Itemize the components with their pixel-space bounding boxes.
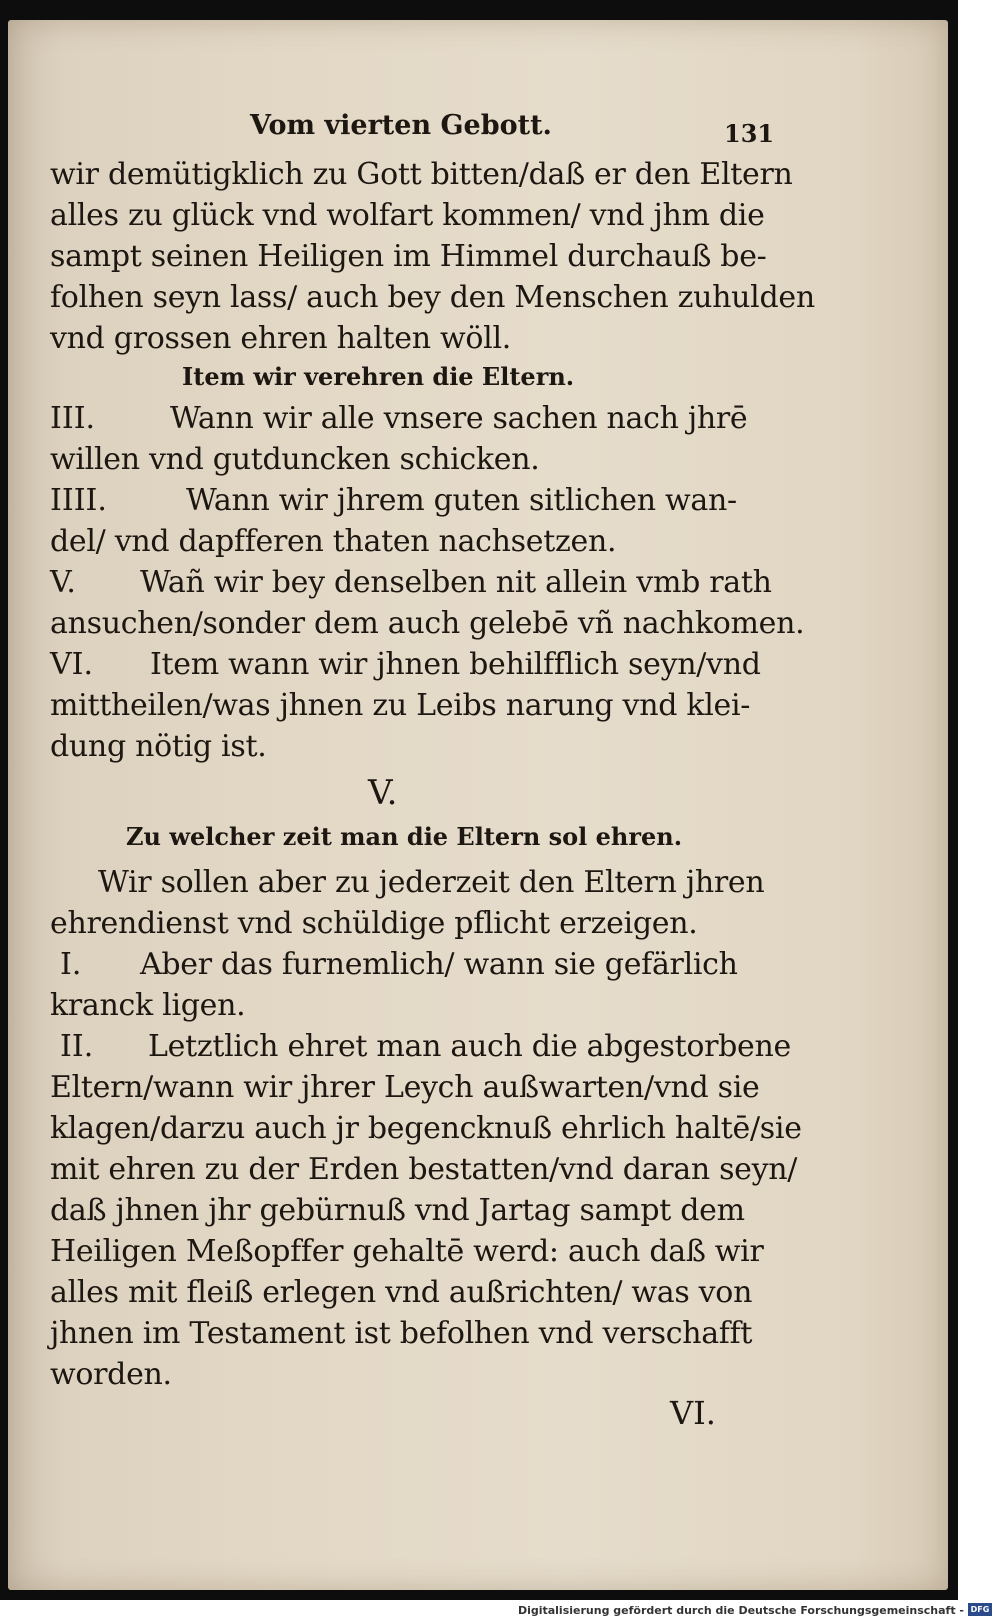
page-number: 131 — [724, 119, 775, 148]
item-text: daß jhnen jhr gebürnuß vnd Jartag sampt dem — [50, 1193, 745, 1228]
item-text: kranck ligen. — [50, 988, 246, 1023]
running-header: Vom vierten Gebott. — [250, 110, 552, 141]
item-text: alles mit fleiß erlegen vnd außrichten/ was von — [50, 1275, 753, 1310]
item-text: Letztlich ehret man auch die abgestorbene — [148, 1029, 791, 1064]
item-text: Wann wir jhrem guten sitlichen wan- — [186, 483, 737, 518]
section-number: V. — [368, 773, 398, 813]
digitization-credit: Digitalisierung gefördert durch die Deutsche Forschungsgemeinschaft - — [517, 1604, 964, 1617]
text-line: alles zu glück vnd wolfart kommen/ vnd jhm die — [50, 198, 765, 233]
item-number: II. — [60, 1029, 94, 1064]
item-text: ansuchen/sonder dem auch gelebē vñ nachkomen. — [50, 606, 805, 641]
item-text: Wann wir alle vnsere sachen nach jhrē — [170, 401, 748, 436]
item-text: mit ehren zu der Erden bestatten/vnd daran seyn/ — [50, 1152, 798, 1187]
item-text: Wañ wir bey denselben nit allein vmb rath — [140, 565, 772, 600]
catchword: VI. — [670, 1394, 716, 1432]
item-text: willen vnd gutduncken schicken. — [50, 442, 540, 477]
item-text: jhnen im Testament ist befolhen vnd verschafft — [50, 1316, 753, 1351]
item-text: klagen/darzu auch jr begencknuß ehrlich haltē/sie — [50, 1111, 802, 1146]
item-text: Aber das furnemlich/ wann sie gefärlich — [140, 947, 738, 982]
text-line: wir demütigklich zu Gott bitten/daß er den Eltern — [50, 157, 793, 192]
subheading: Item wir verehren die Eltern. — [182, 362, 575, 391]
item-number: V. — [50, 565, 76, 600]
text-line: ehrendienst vnd schüldige pflicht erzeigen. — [50, 906, 698, 941]
section-title: Zu welcher zeit man die Eltern sol ehren. — [126, 822, 683, 851]
item-text: Heiligen Meßopffer gehaltē werd: auch daß wir — [50, 1234, 764, 1269]
text-line: folhen seyn lass/ auch bey den Menschen zuhulden — [50, 280, 815, 315]
text-line: vnd grossen ehren halten wöll. — [50, 321, 511, 356]
item-text: worden. — [50, 1357, 172, 1392]
dfg-logo: DFG — [968, 1603, 992, 1616]
item-number: IIII. — [50, 483, 107, 518]
item-text: dung nötig ist. — [50, 729, 267, 764]
item-number: I. — [60, 947, 82, 982]
item-text: del/ vnd dapfferen thaten nachsetzen. — [50, 524, 617, 559]
text-line: sampt seinen Heiligen im Himmel durchauß be- — [50, 239, 767, 274]
item-text: mittheilen/was jhnen zu Leibs narung vnd klei- — [50, 688, 751, 723]
text-line: Wir sollen aber zu jederzeit den Eltern jhren — [98, 865, 765, 900]
item-number: VI. — [50, 647, 94, 682]
item-number: III. — [50, 401, 96, 436]
item-text: Eltern/wann wir jhrer Leych außwarten/vnd sie — [50, 1070, 760, 1105]
item-text: Item wann wir jhnen behilfflich seyn/vnd — [150, 647, 761, 682]
